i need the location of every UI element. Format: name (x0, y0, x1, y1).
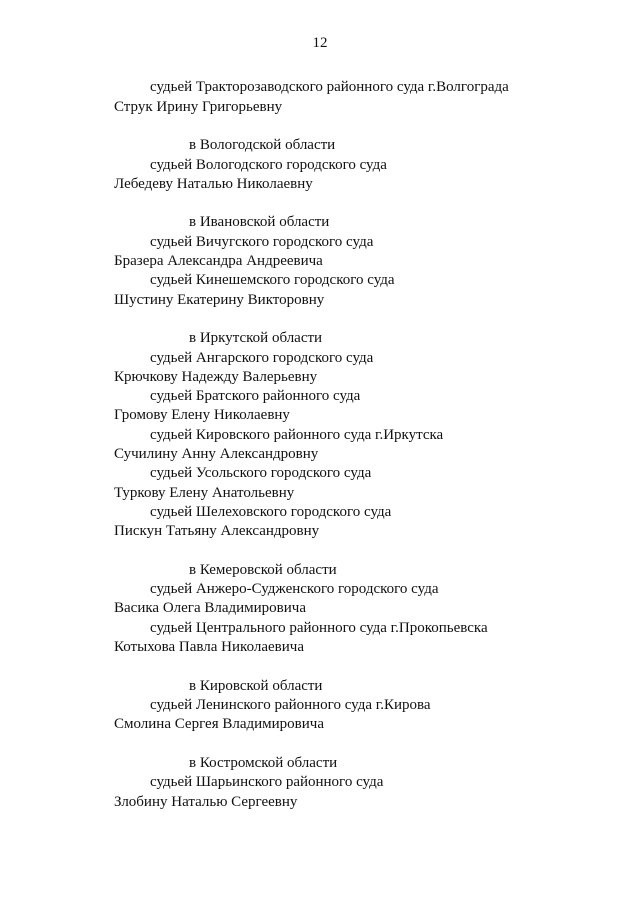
court-line: судьей Вичугского городского суда (150, 234, 374, 250)
region-heading: в Костромской области (189, 755, 338, 771)
judge-name: Пискун Татьяну Александровну (114, 523, 320, 539)
region-heading: в Кировской области (189, 678, 323, 694)
court-line: судьей Кинешемского городского суда (150, 272, 395, 288)
judge-name: Сучилину Анну Александровну (114, 446, 319, 462)
judge-name: Туркову Елену Анатольевну (114, 485, 295, 501)
court-line: судьей Анжеро-Судженского городского суда (150, 581, 439, 597)
court-line: судьей Центрального районного суда г.Прокопьевска (150, 620, 488, 636)
region-heading: в Ивановской области (189, 214, 330, 230)
court-line: судьей Усольского городского суда (150, 465, 372, 481)
page-number: 12 (312, 35, 328, 51)
court-line: судьей Кировского районного суда г.Иркутска (150, 427, 444, 443)
court-line: судьей Тракторозаводского районного суда г.Волгограда (150, 79, 509, 95)
judge-name: Струк Ирину Григорьевну (114, 99, 283, 115)
judge-name: Злобину Наталью Сергеевну (114, 794, 298, 810)
judge-name: Крючкову Надежду Валерьевну (114, 369, 318, 385)
region-heading: в Вологодской области (189, 137, 336, 153)
court-line: судьей Вологодского городского суда (150, 157, 387, 173)
region-heading: в Кемеровской области (189, 562, 337, 578)
judge-name: Васика Олега Владимировича (114, 600, 306, 616)
judge-name: Котыхова Павла Николаевича (114, 639, 304, 655)
judge-name: Шустину Екатерину Викторовну (114, 292, 325, 308)
judge-name: Громову Елену Николаевну (114, 407, 290, 423)
court-line: судьей Братского районного суда (150, 388, 361, 404)
judge-name: Бразера Александра Андреевича (114, 253, 323, 269)
court-line: судьей Шарьинского районного суда (150, 774, 384, 790)
judge-name: Лебедеву Наталью Николаевну (114, 176, 313, 192)
court-line: судьей Шелеховского городского суда (150, 504, 392, 520)
region-heading: в Иркутской области (189, 330, 323, 346)
judge-name: Смолина Сергея Владимировича (114, 716, 324, 732)
court-line: судьей Ангарского городского суда (150, 350, 374, 366)
court-line: судьей Ленинского районного суда г.Кирова (150, 697, 431, 713)
